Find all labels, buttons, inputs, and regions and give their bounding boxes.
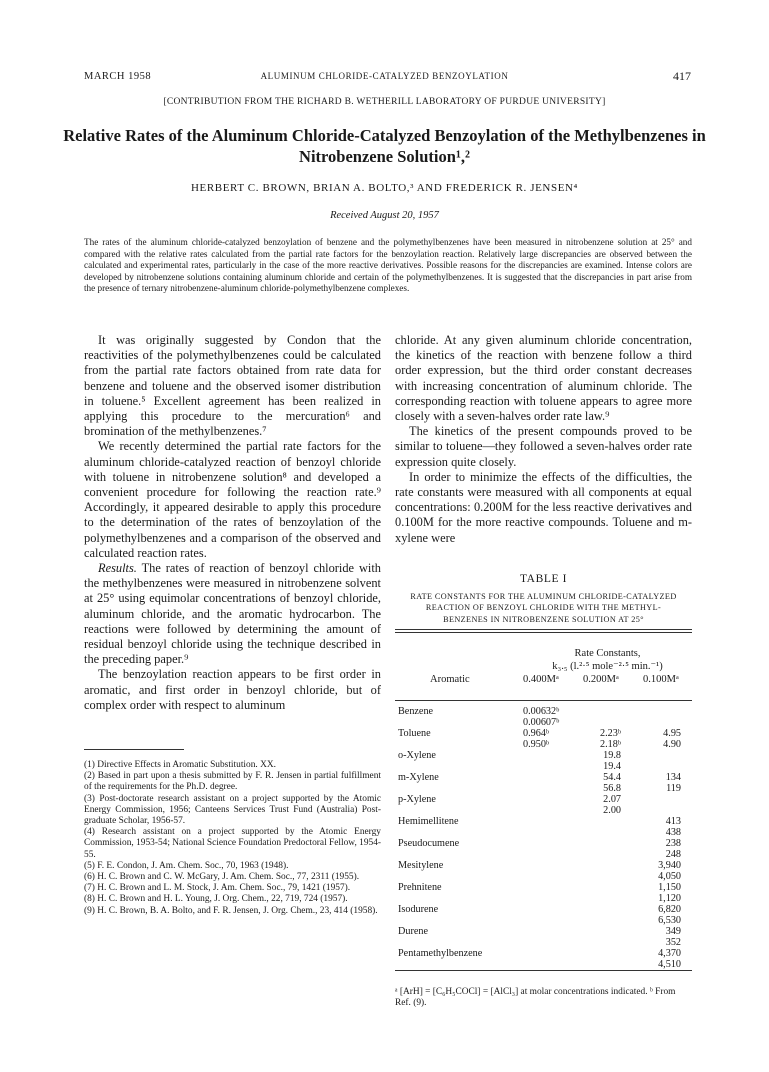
rate-cell: 56.8: [603, 783, 621, 794]
footnote-rule: [84, 749, 184, 750]
table-caption: [395, 591, 692, 625]
footnote: (3) Post-doctorate research assistant on a project supported by the Atomic Energy Commission, 1956; Canteens Services Trust Fund (Australia) Post-graduate Scholar, 1956-57.: [84, 793, 381, 827]
rate-cell: 3,940: [658, 860, 681, 871]
rate-cell: 134: [665, 772, 681, 783]
rate-cell: 349: [665, 926, 681, 937]
rate-cell: 413: [665, 816, 681, 827]
rate-cell: 6,820: [658, 904, 681, 915]
aromatic-cell: Durene: [398, 926, 428, 937]
aromatic-cell: Isodurene: [398, 904, 439, 915]
table-header-rule: [395, 700, 692, 701]
header-aromatic: Aromatic: [430, 674, 470, 685]
rate-cell: 352: [665, 937, 681, 948]
running-head-date: MARCH 1958: [84, 71, 152, 82]
footnote: (6) H. C. Brown and C. W. McGary, J. Am. Chem. Soc., 77, 2311 (1955).: [84, 872, 360, 883]
paragraph: We recently determined the partial rate factors for the aluminum chloride-catalyzed reaction of benzoyl chloride with toluene in nitrobenzene solution⁸ and developed a convenient procedure for following the reaction rate.⁹ Accordingly, it appeared desirable to apply this procedure to the determination of the rates of benzoylation of the polymethylbenzenes and a comparison of the observed and calculated reaction rates.: [84, 439, 381, 560]
aromatic-cell: p-Xylene: [398, 794, 436, 805]
table-top-rule: [395, 632, 692, 633]
rate-cell: 0.00607ᵇ: [523, 717, 560, 728]
table-bottom-rule: [395, 970, 692, 971]
author-list: HERBERT C. BROWN, BRIAN A. BOLTO,³ AND FREDERICK R. JENSEN⁴: [191, 182, 578, 194]
paragraph: It was originally suggested by Condon that the reactivities of the polymethylbenzenes could be calculated from the partial rate factors obtained from rate data for benzene and toluene and the observed isomer distribution in toluene.⁵ Excellent agreement has been realized in applying this procedure to the mercuration⁶ and bromination of the methylbenzenes.⁷: [84, 333, 381, 439]
rate-cell: 238: [665, 838, 681, 849]
rate-cell: 1,120: [658, 893, 681, 904]
aromatic-cell: Mesitylene: [398, 860, 444, 871]
header-group: Rate Constants,: [574, 648, 641, 659]
rate-cell: 4,050: [658, 871, 681, 882]
aromatic-cell: Benzene: [398, 706, 434, 717]
rate-cell: 119: [666, 783, 681, 794]
rate-cell: 54.4: [603, 772, 621, 783]
aromatic-cell: Prehnitene: [398, 882, 442, 893]
rate-cell: 0.00632ᵇ: [523, 706, 560, 717]
aromatic-cell: o-Xylene: [398, 750, 436, 761]
page-number: 417: [673, 69, 691, 83]
aromatic-cell: Hemimellitene: [398, 816, 459, 827]
running-head-title: ALUMINUM CHLORIDE-CATALYZED BENZOYLATION: [260, 71, 509, 81]
footnote: (4) Research assistant on a project supported by the Atomic Energy Commission, 1953-54; National Science Foundation Predoctoral Fellow, 1954-55.: [84, 827, 382, 860]
rate-cell: 438: [665, 827, 681, 838]
header-units: k₃.₅ (l.²·⁵ mole⁻²·⁵ min.⁻¹): [552, 660, 663, 672]
footnote: (1) Directive Effects in Aromatic Substitution. XX.: [84, 760, 276, 770]
header-conc: 0.200Mᵃ: [583, 674, 619, 685]
received-date: Received August 20, 1957: [330, 210, 439, 221]
left-column: [84, 333, 381, 713]
rate-cell: 4.90: [663, 739, 681, 750]
header-conc: 0.100Mᵃ: [643, 674, 679, 685]
rate-cell: 19.8: [603, 750, 621, 761]
rate-cell: 6,530: [658, 915, 681, 926]
results-text: The rates of reaction of benzoyl chloride with the methylbenzenes were measured in nitrobenzene solvent at 25° using equimolar concentrations of benzoyl chloride, aluminum chloride, and the aromatic hydrocarbon. The reactions were followed by determining the amount of residual benzoyl chloride using the technique described in the preceding paper.⁹: [84, 561, 381, 667]
rate-cell: 4,370: [658, 948, 681, 959]
footnote: (7) H. C. Brown and L. M. Stock, J. Am. Chem. Soc., 79, 1421 (1957).: [84, 883, 351, 894]
footnote: (8) H. C. Brown and H. L. Young, J. Org. Chem., 22, 719, 724 (1957).: [84, 894, 348, 905]
aromatic-cell: m-Xylene: [398, 772, 439, 783]
table-caption-line: RATE CONSTANTS FOR THE ALUMINUM CHLORIDE-CATALYZED: [410, 592, 677, 601]
footnote: (2) Based in part upon a thesis submitted by F. R. Jensen in partial fulfillment of the requirements for the Ph.D. degree.: [84, 771, 381, 793]
aromatic-cell: Toluene: [398, 728, 431, 739]
rate-cell: 0.964ᵇ: [523, 728, 550, 739]
rate-cell: 2.18ᵇ: [600, 739, 621, 750]
aromatic-cell: Pseudocumene: [398, 838, 460, 849]
rate-cell: 248: [665, 849, 681, 860]
aromatic-cell: Pentamethylbenzene: [398, 948, 483, 959]
results-lead: Results.: [98, 561, 137, 576]
paragraph: The kinetics of the present compounds proved to be similar to toluene—they followed a seven-halves order rate expression quite closely.: [395, 424, 692, 469]
header-conc: 0.400Mᵃ: [523, 674, 559, 685]
rate-cell: 19.4: [603, 761, 621, 772]
rate-cell: 1,150: [658, 882, 681, 893]
paragraph: chloride. At any given aluminum chloride concentration, the kinetics of the reaction with benzene follow a third order expression, but the third order constant decreases with increasing concentration of aluminum chloride. The corresponding reaction with toluene appears to agree more closely with a seven-halves order rate law.⁹: [395, 333, 692, 424]
abstract: The rates of the aluminum chloride-catalyzed benzoylation of benzene and the polymethylbenzenes have been measured in nitrobenzene solution at 25° and compared with the relative rates calculated from the partial rate factors for the benzoylation reaction. Relatively large discrepancies are observed between the calculated and experimental rates, particularly in the case of the more reactive derivatives. Possible reasons for the discrepancies are examined. Intense colors are developed by nitrobenzene solutions containing aluminum chloride and certain of the polymethylbenzenes. It is suggested that the discrepancies in part arise from the presence of ternary nitrobenzene-aluminum chloride-polymethylbenzene complexes.: [84, 237, 692, 294]
footnote: (9) H. C. Brown, B. A. Bolto, and F. R. Jensen, J. Org. Chem., 23, 414 (1958).: [84, 905, 378, 916]
paragraph: [84, 561, 381, 667]
rate-cell: 0.950ᵇ: [523, 739, 550, 750]
table-label: TABLE I: [519, 573, 568, 585]
contribution-line: [CONTRIBUTION FROM THE RICHARD B. WETHERILL LABORATORY OF PURDUE UNIVERSITY]: [163, 97, 606, 107]
rate-cell: 4,510: [658, 959, 681, 970]
rate-cell: 2.00: [603, 805, 621, 816]
footnote: (5) F. E. Condon, J. Am. Chem. Soc., 70, 1963 (1948).: [84, 860, 289, 871]
table-footnote: ᵃ [ArH] = [C₆H₅COCl] = [AlCl₃] at molar concentrations indicated. ᵇ From Ref. (9).: [395, 987, 676, 1009]
table-top-rule: [395, 629, 692, 630]
rate-cell: 2.07: [603, 794, 621, 805]
paragraph: The benzoylation reaction appears to be first order in aromatic, and first order in benzoyl chloride, but of complex order with respect to aluminum: [84, 667, 381, 712]
rate-cell: 2.23ᵇ: [600, 728, 621, 739]
table-caption-line: BENZENES IN NITROBENZENE SOLUTION AT 25°: [443, 614, 644, 624]
rate-cell: 4.95: [663, 728, 681, 739]
table-caption-line: REACTION OF BENZOYL CHLORIDE WITH THE METHYL-: [425, 603, 662, 613]
right-column: [395, 333, 692, 546]
article-title: Relative Rates of the Aluminum Chloride-Catalyzed Benzoylation of the Methylbenzenes in Nitrobenzene Solution¹,²: [63, 126, 706, 166]
footnotes: [84, 760, 381, 917]
paragraph: In order to minimize the effects of the difficulties, the rate constants were measured with all components at equal concentrations: 0.200M for the less reactive derivatives and 0.100M for the more reactive compounds. Toluene and m-xylene were: [395, 469, 692, 545]
